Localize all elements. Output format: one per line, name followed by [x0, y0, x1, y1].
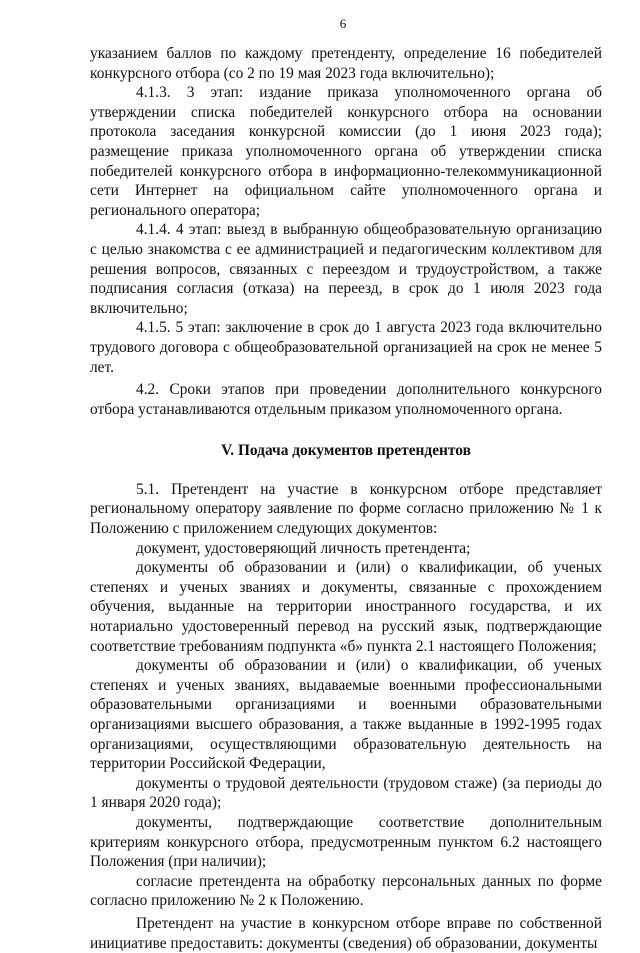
paragraph-4-1-3: 4.1.3. 3 этап: издание приказа уполномоченного органа об утверждении списка победителей конкурсного отбора на основании протокола заседания конкурсной комиссии (до 1 июня 2023 года); размещение приказа уполномоченного органа об утверждении списка победителей конкурсного отбора в информационно-телекоммуникационной сети Интернет на официальном сайте уполномоченного органа и регионального оператора;	[90, 84, 602, 219]
paragraph-continuation: указанием баллов по каждому претенденту, определение 16 победителей конкурсного отбора (со 2 по 19 мая 2023 года включительно);	[90, 45, 602, 82]
page-number: 6	[339, 16, 347, 31]
list-item-additional-criteria-documents: документы, подтверждающие соответствие дополнительным критериям конкурсного отбора, предусмотренным пунктом 6.2 настоящего Положения (при наличии);	[90, 813, 602, 871]
paragraph-4-2: 4.2. Сроки этапов при проведении дополнительного конкурсного отбора устанавливаются отдельным приказом уполномоченного органа.	[90, 381, 602, 418]
paragraph-own-initiative: Претендент на участие в конкурсном отборе вправе по собственной инициативе предоставить: документы (сведения) об образовании, документы	[90, 914, 602, 952]
list-item-personal-data-consent: согласие претендента на обработку персональных данных по форме согласно приложению № 2 к Положению.	[90, 872, 602, 910]
paragraph-4-1-5: 4.1.5. 5 этап: заключение в срок до 1 августа 2023 года включительно трудового договора с общеобразовательной организацией на срок не менее 5 лет.	[90, 319, 602, 376]
list-item-military-education-documents: документы об образовании и (или) о квалификации, об ученых степенях и ученых званиях, выдаваемые военными профессиональными образовательными организациями и военными образовательными организациями высшего образования, а также выданные в 1992-1995 годах организациями, осуществляющими образовательную деятельность на территории Российской Федерации,	[90, 657, 602, 773]
list-item-employment-documents: документы о трудовой деятельности (трудовом стаже) (за периоды до 1 января 2020 года);	[90, 774, 602, 812]
paragraph-5-1: 5.1. Претендент на участие в конкурсном отборе представляет региональному оператору заявление по форме согласно приложению № 1 к Положению с приложением следующих документов:	[90, 480, 602, 538]
list-item-identity-document: документ, удостоверяющий личность претендента;	[136, 539, 471, 557]
paragraph-4-1-4: 4.1.4. 4 этап: выезд в выбранную общеобразовательную организацию с целью знакомства с ее администрацией и педагогическим коллективом для решения вопросов, связанных с переездом и трудоустройством, а также подписания согласия (отказа) на переезд, в срок до 1 июля 2023 года включительно;	[90, 221, 602, 317]
section-heading: V. Подача документов претендентов	[221, 442, 471, 460]
list-item-foreign-education-documents: документы об образовании и (или) о квалификации, об ученых степенях и ученых званиях и документы, связанные с прохождением обучения, выданные на территории иностранного государства, и их нотариально удостоверенный перевод на русский язык, подтверждающие соответствие требованиям подпункта «б» пункта 2.1 настоящего Положения;	[90, 559, 602, 655]
